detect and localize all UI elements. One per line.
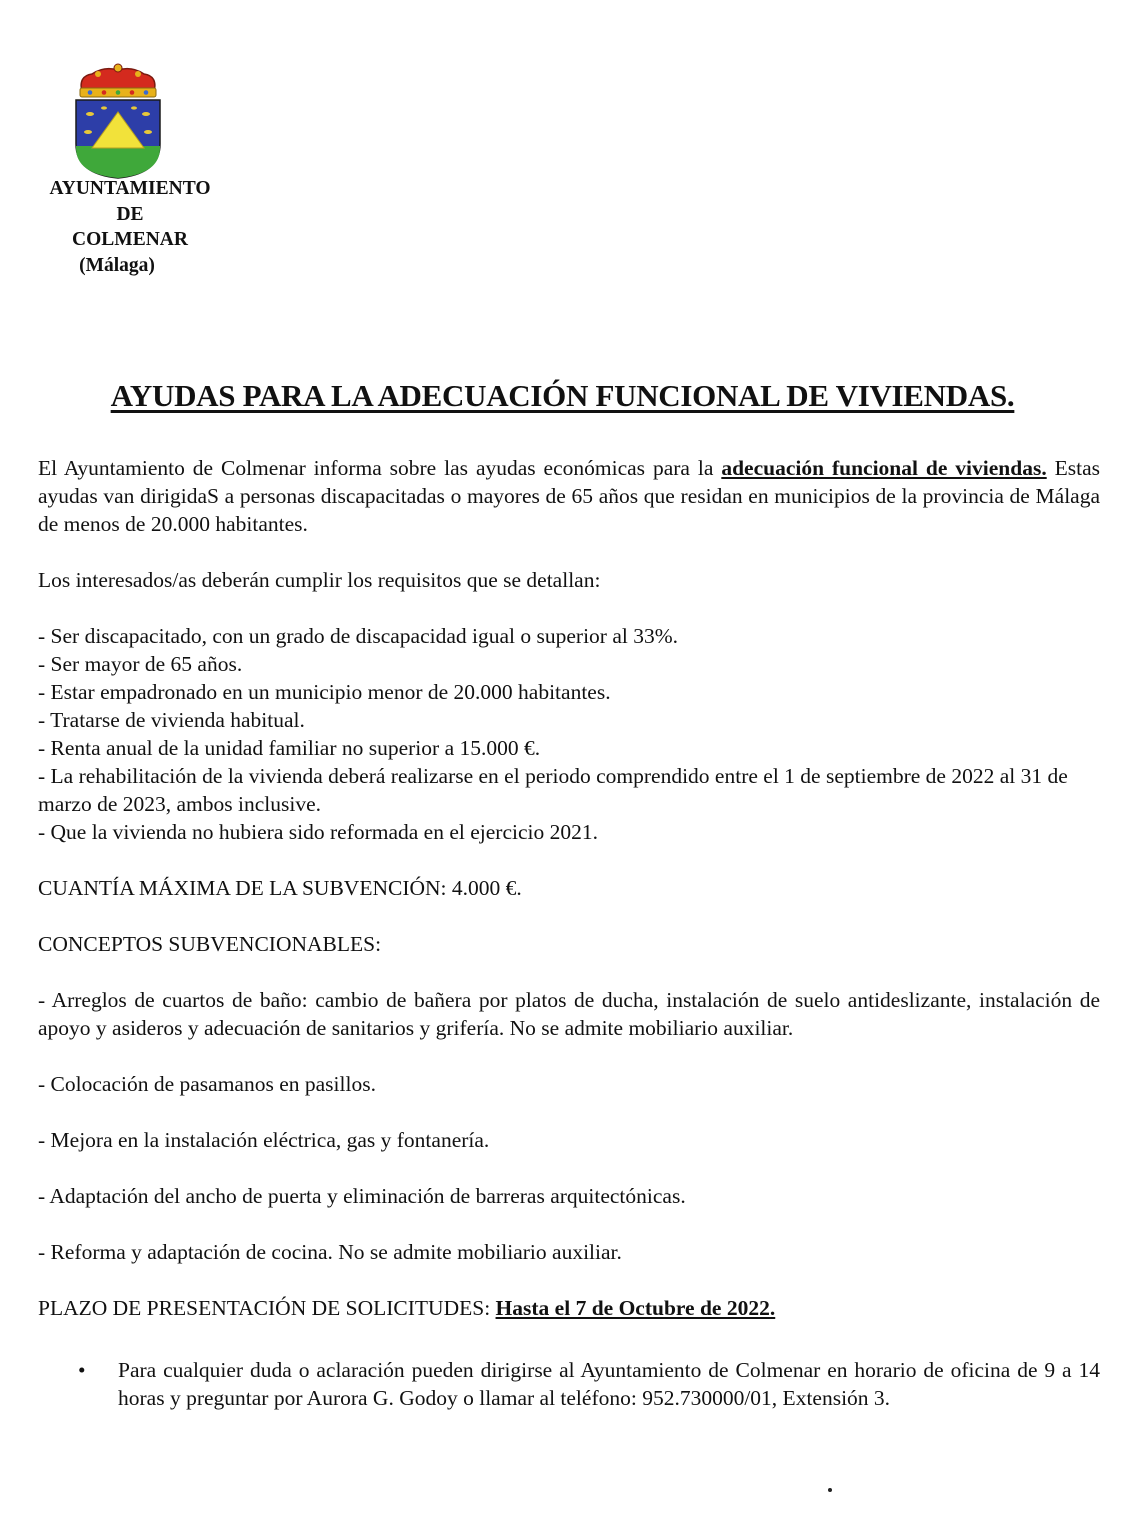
deadline-line	[38, 1294, 1100, 1322]
requirements-intro: Los interesados/as deberán cumplir los requisitos que se detallan:	[38, 568, 601, 592]
concept-item: - Colocación de pasamanos en pasillos.	[38, 1072, 376, 1096]
requirement-item: - Tratarse de vivienda habitual.	[38, 708, 305, 732]
requirement-item: - La rehabilitación de la vivienda deberá realizarse en el periodo comprendido entre el 1 de septiembre de 2022 al 31 de marzo de 2023, ambos inclusive.	[38, 764, 1068, 816]
deadline-value: Hasta el 7 de Octubre de 2022.	[495, 1296, 776, 1320]
requirements-list	[38, 622, 1100, 846]
issuer-line-4: (Málaga)	[79, 254, 155, 276]
concept-item: - Arreglos de cuartos de baño: cambio de bañera por platos de ducha, instalación de suelo antideslizante, instalación de apoyo y asideros y adecuación de sanitarios y grifería. No se admite mobiliario auxiliar.	[38, 988, 1100, 1040]
concept-item: - Mejora en la instalación eléctrica, gas y fontanería.	[38, 1128, 490, 1152]
stray-dot	[828, 1488, 832, 1492]
concept-item: - Reforma y adaptación de cocina. No se admite mobiliario auxiliar.	[38, 1240, 622, 1264]
intro-suffix: Estas ayudas van dirigidaS a personas discapacitadas o mayores de 65 años que residan en municipios de la provincia de Málaga de menos de 20.000 habitantes.	[38, 456, 1101, 536]
contact-text: Para cualquier duda o aclaración pueden dirigirse al Ayuntamiento de Colmenar en horario de oficina de 9 a 14 horas y preguntar por Aurora G. Godoy o llamar al teléfono: 952.730000/01, Extensión 3.	[118, 1358, 1100, 1410]
issuer-line-1: AYUNTAMIENTO	[49, 178, 211, 199]
intro-prefix: El Ayuntamiento de Colmenar informa sobre las ayudas económicas para la	[38, 456, 722, 480]
requirement-item: - Renta anual de la unidad familiar no superior a 15.000 €.	[38, 736, 541, 760]
document-body	[38, 454, 1100, 1412]
bullet-icon: •	[78, 1358, 86, 1382]
concept-item: - Adaptación del ancho de puerta y eliminación de barreras arquitectónicas.	[38, 1184, 686, 1208]
requirement-item: - Que la vivienda no hubiera sido reformada en el ejercicio 2021.	[38, 820, 598, 844]
max-amount: CUANTÍA MÁXIMA DE LA SUBVENCIÓN: 4.000 €.	[38, 876, 522, 900]
issuer-line-2: DE	[116, 203, 144, 225]
colmenar-coat-of-arms-icon	[68, 62, 168, 180]
requirement-item: - Estar empadronado en un municipio menor de 20.000 habitantes.	[38, 680, 611, 704]
requirement-item: - Ser discapacitado, con un grado de discapacidad igual o superior al 33%.	[38, 624, 679, 648]
concepts-heading: CONCEPTOS SUBVENCIONABLES:	[38, 932, 382, 956]
issuer-block	[30, 176, 230, 278]
intro-highlight: adecuación funcional de viviendas.	[721, 456, 1047, 480]
contact-item	[38, 1356, 1100, 1412]
intro-paragraph	[38, 454, 1100, 538]
deadline-label: PLAZO DE PRESENTACIÓN DE SOLICITUDES:	[38, 1296, 496, 1320]
issuer-line-3: COLMENAR	[72, 229, 188, 250]
requirement-item: - Ser mayor de 65 años.	[38, 652, 243, 676]
document-title: AYUDAS PARA LA ADECUACIÓN FUNCIONAL DE VIVIENDAS.	[110, 378, 1015, 413]
